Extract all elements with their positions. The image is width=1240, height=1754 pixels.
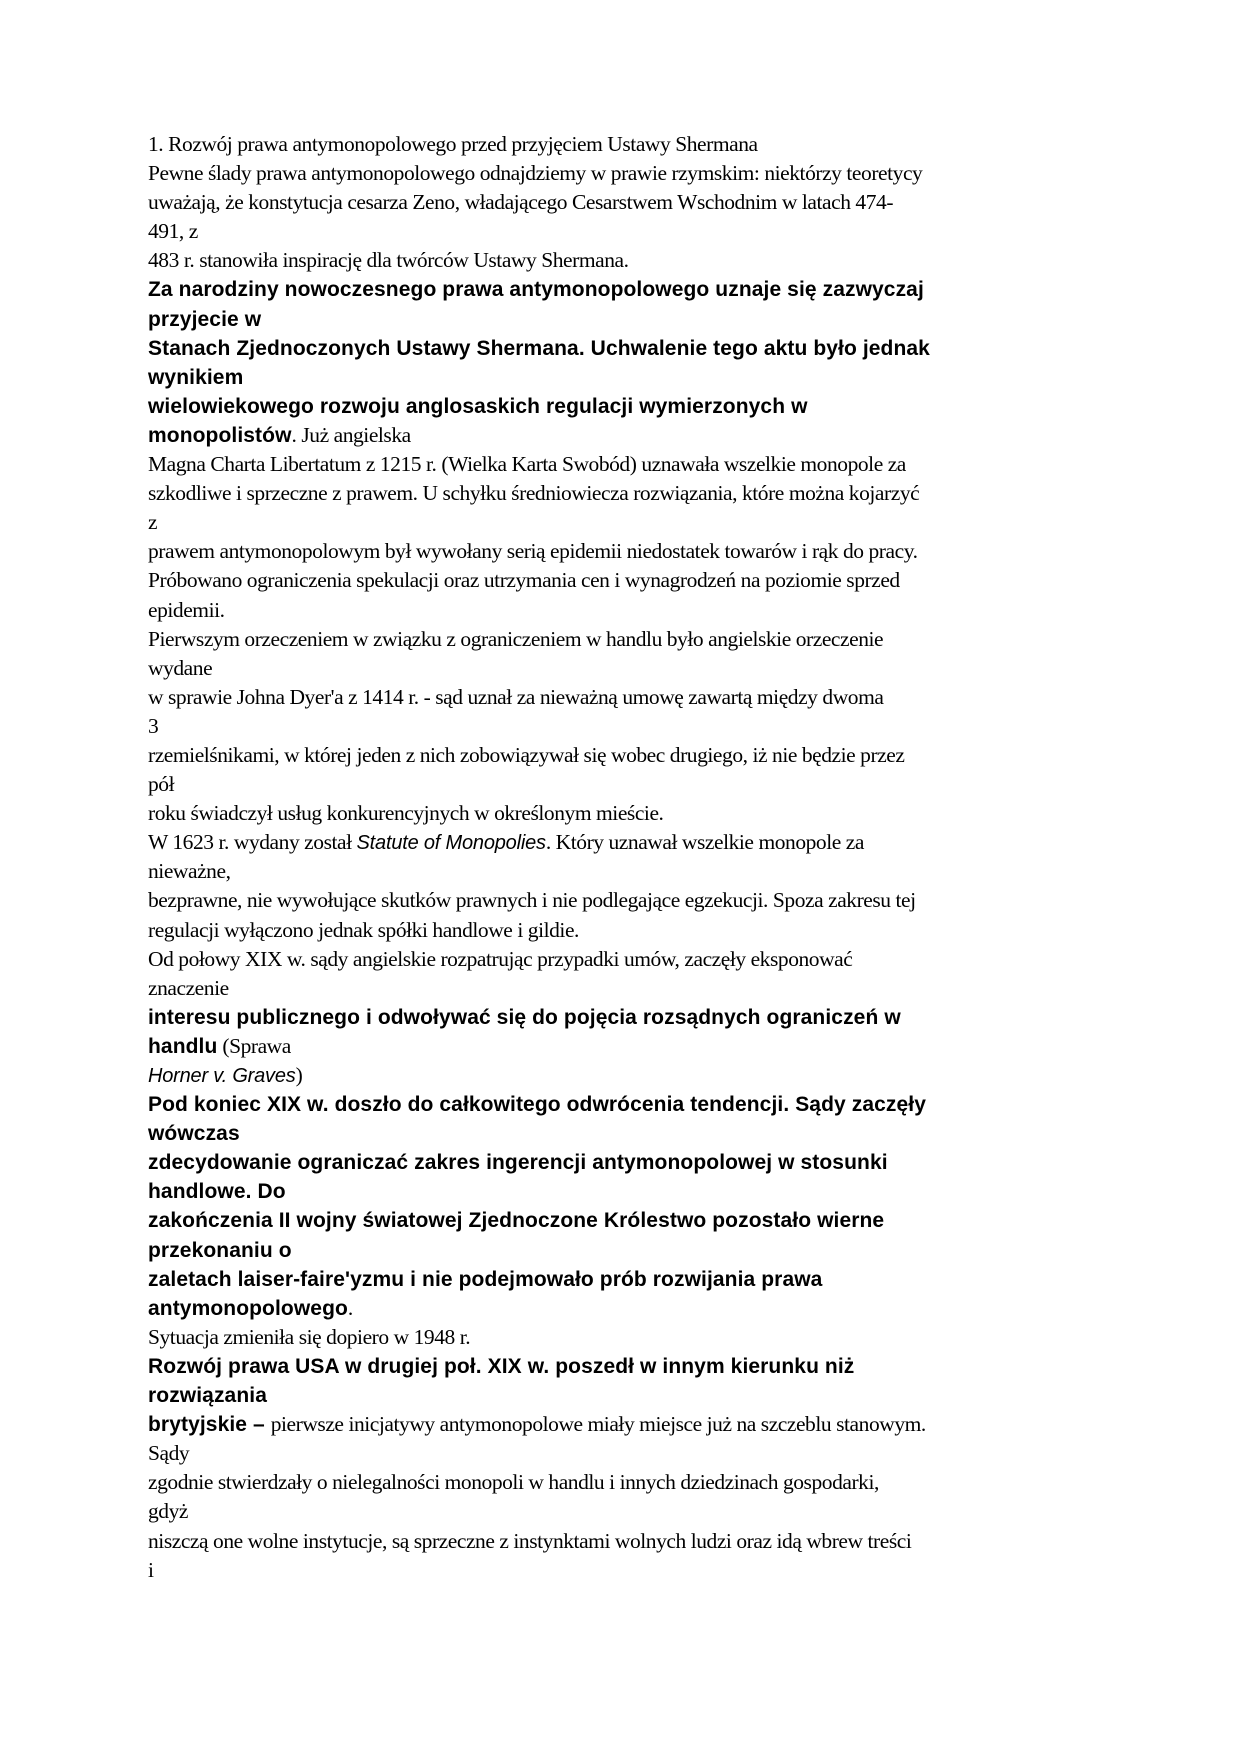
text-line	[148, 1148, 1148, 1177]
text-line	[148, 421, 1148, 450]
body-text: niszczą one wolne instytucje, są sprzeczne z instynktami wolnych ludzi oraz idą wbrew treści	[148, 1528, 912, 1553]
bold-text: zakończenia II wojny światowej Zjednoczone Królestwo pozostało wierne	[148, 1209, 885, 1233]
body-text: . Już angielska	[291, 422, 411, 447]
text-line	[148, 363, 1148, 392]
text-line	[148, 1206, 1148, 1235]
text-line	[148, 654, 1148, 683]
text-line	[148, 857, 1148, 886]
text-line	[148, 1061, 1148, 1090]
text-line	[148, 479, 1148, 508]
bold-text: Za narodziny nowoczesnego prawa antymonopolowego uznaje się zazwyczaj	[148, 278, 924, 302]
body-text: Próbowano ograniczenia spekulacji oraz utrzymania cen i wynagrodzeń na poziomie sprzed	[148, 568, 900, 593]
text-line	[148, 188, 1148, 217]
text-line	[148, 1294, 1148, 1323]
text-line	[148, 1527, 1148, 1556]
bold-text: handlowe. Do	[148, 1180, 286, 1204]
text-line	[148, 305, 1148, 334]
text-line	[148, 741, 1148, 770]
bold-text: zaletach laiser-faire'yzmu i nie podejmowało prób rozwijania prawa	[148, 1267, 823, 1291]
text-line	[148, 712, 1148, 741]
bold-text: Rozwój prawa USA w drugiej poł. XIX w. poszedł w innym kierunku niż	[148, 1354, 855, 1378]
bold-text: brytyjskie –	[148, 1413, 271, 1437]
bold-text: wynikiem	[148, 365, 244, 389]
body-text: )	[295, 1063, 303, 1087]
text-line	[148, 1352, 1148, 1381]
body-text: W 1623 r. wydany został	[148, 830, 357, 855]
text-line	[148, 1468, 1148, 1497]
body-text: 3	[148, 713, 159, 738]
body-text: . Który uznawał wszelkie monopole za	[545, 830, 864, 855]
text-line	[148, 1003, 1148, 1032]
bold-text: interesu publicznego i odwoływać się do pojęcia rozsądnych ograniczeń w	[148, 1005, 901, 1029]
italic-text: Statute of Monopolies	[356, 832, 546, 855]
body-text: rzemielśnikami, w której jeden z nich zobowiązywał się wobec drugiego, iż nie będzie przez	[148, 742, 905, 767]
body-text: Sytuacja zmieniła się dopiero w 1948 r.	[148, 1324, 471, 1349]
bold-text: Pod koniec XIX w. doszło do całkowitego odwrócenia tendencji. Sądy zaczęły	[148, 1093, 926, 1117]
text-line	[148, 130, 1148, 159]
body-text: i	[148, 1557, 154, 1582]
text-line	[148, 217, 1148, 246]
body-text: w sprawie Johna Dyer'a z 1414 r. - sąd uznał za nieważną umowę zawartą między dwoma	[148, 684, 884, 709]
body-text: Magna Charta Libertatum z 1215 r. (Wielka Karta Swobód) uznawała wszelkie monopole za	[148, 452, 906, 477]
body-text: z	[148, 510, 158, 535]
text-line	[148, 1032, 1148, 1061]
text-line	[148, 1410, 1148, 1439]
text-line	[148, 916, 1148, 945]
text-line	[148, 1119, 1148, 1148]
body-text: 1. Rozwój prawa antymonopolowego przed przyjęciem Ustawy Shermana	[148, 132, 758, 156]
text-line	[148, 770, 1148, 799]
bold-text: rozwiązania	[148, 1384, 267, 1408]
text-line	[148, 275, 1148, 304]
body-text: 483 r. stanowiła inspirację dla twórców Ustawy Shermana.	[148, 248, 629, 273]
text-line	[148, 159, 1148, 188]
text-line	[148, 450, 1148, 479]
body-text: roku świadczył usług konkurencyjnych w określonym mieście.	[148, 801, 664, 826]
text-line	[148, 1177, 1148, 1206]
body-text: epidemii.	[148, 597, 225, 622]
body-text: (Sprawa	[217, 1033, 291, 1058]
text-line	[148, 799, 1148, 828]
text-line	[148, 334, 1148, 363]
body-text: Pierwszym orzeczeniem w związku z ograniczeniem w handlu było angielskie orzeczenie	[148, 626, 884, 651]
bold-text: zdecydowanie ograniczać zakres ingerencji antymonopolowej w stosunki	[148, 1151, 888, 1175]
text-line	[148, 566, 1148, 595]
text-line	[148, 596, 1148, 625]
body-text: Sądy	[148, 1441, 190, 1466]
text-line	[148, 945, 1148, 974]
text-line	[148, 1381, 1148, 1410]
bold-text: przyjecie w	[148, 307, 262, 331]
italic-text: Horner v. Graves	[148, 1065, 296, 1087]
body-text: wydane	[148, 655, 213, 680]
body-text: szkodliwe i sprzeczne z prawem. U schyłku średniowiecza rozwiązania, które można kojarzyć	[148, 481, 920, 506]
text-line	[148, 1090, 1148, 1119]
body-text: zgodnie stwierdzały o nielegalności monopoli w handlu i innych dziedzinach gospodarki,	[148, 1470, 879, 1495]
bold-text: monopolistów	[148, 423, 292, 447]
bold-text: handlu	[148, 1034, 218, 1058]
body-text: Pewne ślady prawa antymonopolowego odnajdziemy w prawie rzymskim: niektórzy teoretycy	[148, 161, 923, 186]
body-text: Od połowy XIX w. sądy angielskie rozpatrując przypadki umów, zaczęły eksponować	[148, 946, 853, 971]
text-line	[148, 246, 1148, 275]
text-line	[148, 828, 1148, 857]
bold-text: wówczas	[148, 1122, 240, 1146]
text-line	[148, 1265, 1148, 1294]
document-page	[148, 130, 1148, 1585]
body-text: pierwsze inicjatywy antymonopolowe miały miejsce już na szczeblu stanowym.	[270, 1412, 926, 1437]
text-line	[148, 1439, 1148, 1468]
text-line	[148, 537, 1148, 566]
body-text: znaczenie	[148, 975, 229, 1000]
text-line	[148, 683, 1148, 712]
body-text: regulacji wyłączono jednak spółki handlowe i gildie.	[148, 917, 579, 942]
text-line	[148, 1323, 1148, 1352]
text-line	[148, 1236, 1148, 1265]
bold-text: antymonopolowego	[148, 1296, 348, 1320]
body-text: bezprawne, nie wywołujące skutków prawnych i nie podlegające egzekucji. Spoza zakresu tej	[148, 888, 916, 913]
text-line	[148, 625, 1148, 654]
body-text: pół	[148, 772, 175, 797]
body-text: .	[347, 1295, 353, 1320]
text-line	[148, 1556, 1148, 1585]
body-text: 491, z	[148, 219, 198, 244]
body-text: gdyż	[148, 1499, 188, 1524]
body-text: uważają, że konstytucja cesarza Zeno, władającego Cesarstwem Wschodnim w latach 474-	[148, 190, 894, 215]
body-text: prawem antymonopolowym był wywołany serią epidemii niedostatek towarów i rąk do pracy.	[148, 539, 918, 564]
body-text: nieważne,	[148, 859, 231, 884]
text-line	[148, 392, 1148, 421]
text-line	[148, 1497, 1148, 1526]
bold-text: przekonaniu o	[148, 1238, 292, 1262]
text-line	[148, 974, 1148, 1003]
bold-text: Stanach Zjednoczonych Ustawy Shermana. Uchwalenie tego aktu było jednak	[148, 336, 930, 360]
text-line	[148, 508, 1148, 537]
bold-text: wielowiekowego rozwoju anglosaskich regulacji wymierzonych w	[148, 394, 808, 418]
text-line	[148, 886, 1148, 915]
